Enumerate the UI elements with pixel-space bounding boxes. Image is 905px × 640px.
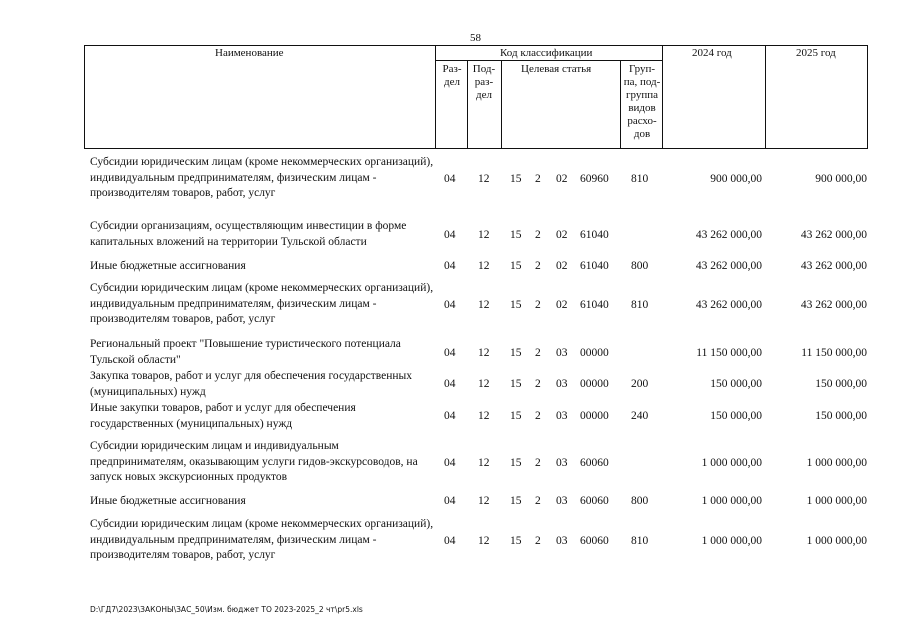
row-podrazdel: 12: [478, 457, 490, 469]
row-2025: 1 000 000,00: [806, 457, 867, 469]
row-target-3: 02: [556, 260, 568, 272]
row-target-1: 15: [510, 535, 522, 547]
row-group: 810: [631, 535, 649, 547]
row-2025: 150 000,00: [815, 410, 867, 422]
row-podrazdel: 12: [478, 299, 490, 311]
row-2025: 1 000 000,00: [806, 535, 867, 547]
header-group-line: Груп-: [628, 63, 656, 75]
row-razdel: 04: [444, 260, 456, 272]
row-target-1: 15: [510, 347, 522, 359]
row-name: Закупка товаров, работ и услуг для обеспечения государственных (муниципальных) нужд: [90, 370, 413, 398]
row-2024: 43 262 000,00: [695, 229, 762, 241]
header-group-line: па, под-: [623, 76, 661, 88]
header-razdel: [441, 63, 463, 89]
row-target-2: 2: [535, 410, 541, 422]
row-2025: 11 150 000,00: [801, 347, 867, 359]
row-2024: 150 000,00: [710, 378, 762, 390]
row-podrazdel: 12: [478, 410, 490, 422]
row-2024: 43 262 000,00: [695, 260, 762, 272]
row-target-4: 61040: [580, 260, 609, 272]
row-2024: 1 000 000,00: [701, 495, 762, 507]
header-2025: 2025 год: [796, 47, 836, 59]
row-target-2: 2: [535, 535, 541, 547]
header-group-line: видов: [628, 102, 656, 114]
row-podrazdel: 12: [478, 535, 490, 547]
row-target-1: 15: [510, 378, 522, 390]
row-target-3: 03: [556, 457, 568, 469]
header-group-line: группа: [625, 89, 659, 101]
row-2024: 1 000 000,00: [701, 457, 762, 469]
row-target-2: 2: [535, 299, 541, 311]
row-group: 800: [631, 260, 649, 272]
row-name: Иные бюджетные ассигнования: [90, 260, 246, 272]
row-name: Иные бюджетные ассигнования: [90, 495, 246, 507]
header-razdel-line: Раз-: [442, 63, 462, 75]
row-2024: 43 262 000,00: [695, 299, 762, 311]
page-number: 58: [470, 32, 481, 44]
header-2024: 2024 год: [692, 47, 732, 59]
row-target-4: 61040: [580, 299, 609, 311]
row-target-3: 02: [556, 299, 568, 311]
row-target-4: 61040: [580, 229, 609, 241]
row-razdel: 04: [444, 173, 456, 185]
row-target-3: 02: [556, 173, 568, 185]
row-target-2: 2: [535, 457, 541, 469]
header-name: Наименование: [215, 47, 284, 59]
row-podrazdel: 12: [478, 495, 490, 507]
row-target-2: 2: [535, 495, 541, 507]
row-name: Субсидии организациям, осуществляющим инвестиции в форме капитальных вложений на территории Тульской области: [90, 220, 407, 248]
row-target-4: 00000: [580, 347, 609, 359]
row-target-1: 15: [510, 260, 522, 272]
row-group: 810: [631, 299, 649, 311]
row-target-2: 2: [535, 229, 541, 241]
row-razdel: 04: [444, 347, 456, 359]
row-group: 800: [631, 495, 649, 507]
row-2025: 1 000 000,00: [806, 495, 867, 507]
row-podrazdel: 12: [478, 229, 490, 241]
row-2024: 1 000 000,00: [701, 535, 762, 547]
row-target-3: 03: [556, 410, 568, 422]
row-target-2: 2: [535, 347, 541, 359]
row-target-3: 03: [556, 347, 568, 359]
row-group: 240: [631, 410, 649, 422]
row-target-1: 15: [510, 173, 522, 185]
header-group-line: расхо-: [627, 115, 657, 127]
row-name: Субсидии юридическим лицам (кроме некоммерческих организаций), индивидуальным предпринимателям, физическим лицам - производителям товаров, работ, услуг: [90, 282, 434, 325]
row-target-3: 03: [556, 495, 568, 507]
row-2025: 43 262 000,00: [800, 299, 867, 311]
row-target-4: 60060: [580, 495, 609, 507]
row-target-4: 60060: [580, 535, 609, 547]
row-razdel: 04: [444, 535, 456, 547]
row-target-2: 2: [535, 173, 541, 185]
row-name: Субсидии юридическим лицам (кроме некоммерческих организаций), индивидуальным предпринимателям, физическим лицам - производителям товаров, работ, услуг: [90, 156, 434, 199]
header-target: Целевая статья: [521, 63, 592, 75]
row-podrazdel: 12: [478, 173, 490, 185]
row-target-1: 15: [510, 457, 522, 469]
file-path-footer: D:\ГД7\2023\ЗАКОНЫ\ЗАС_50\Изм. бюджет ТО 2023-2025_2 чт\pr5.xls: [90, 605, 363, 614]
row-name: Иные закупки товаров, работ и услуг для обеспечения государственных (муниципальных) нужд: [90, 402, 356, 430]
row-target-4: 00000: [580, 378, 609, 390]
row-target-4: 60060: [580, 457, 609, 469]
row-razdel: 04: [444, 457, 456, 469]
row-podrazdel: 12: [478, 378, 490, 390]
row-name: Субсидии юридическим лицам и индивидуальным предпринимателям, оказывающим услуги гидов-экскурсоводов, на запуск новых экскурсионных продуктов: [90, 440, 418, 483]
row-2024: 11 150 000,00: [696, 347, 762, 359]
row-target-3: 02: [556, 229, 568, 241]
row-target-1: 15: [510, 299, 522, 311]
row-razdel: 04: [444, 495, 456, 507]
row-razdel: 04: [444, 229, 456, 241]
row-target-3: 03: [556, 378, 568, 390]
row-target-4: 00000: [580, 410, 609, 422]
row-name: Региональный проект "Повышение туристического потенциала Тульской области": [90, 338, 401, 366]
header-podrazdel-line: дел: [476, 89, 492, 101]
row-target-4: 60960: [580, 173, 609, 185]
row-target-2: 2: [535, 378, 541, 390]
row-razdel: 04: [444, 378, 456, 390]
row-2025: 900 000,00: [815, 173, 867, 185]
row-razdel: 04: [444, 299, 456, 311]
row-2025: 150 000,00: [815, 378, 867, 390]
header-podrazdel: [472, 63, 496, 102]
header-podrazdel-line: раз-: [474, 76, 494, 88]
row-target-1: 15: [510, 495, 522, 507]
header-razdel-line: дел: [444, 76, 460, 88]
row-group: 810: [631, 173, 649, 185]
row-2024: 900 000,00: [710, 173, 762, 185]
row-target-2: 2: [535, 260, 541, 272]
header-group-line: дов: [633, 128, 651, 140]
row-2025: 43 262 000,00: [800, 260, 867, 272]
row-target-3: 03: [556, 535, 568, 547]
header-podrazdel-line: Под-: [472, 63, 496, 75]
row-target-1: 15: [510, 410, 522, 422]
row-podrazdel: 12: [478, 260, 490, 272]
row-2025: 43 262 000,00: [800, 229, 867, 241]
header-classification: Код классификации: [500, 47, 593, 59]
header-group: [622, 63, 662, 141]
row-target-1: 15: [510, 229, 522, 241]
row-2024: 150 000,00: [710, 410, 762, 422]
row-group: 200: [631, 378, 649, 390]
row-podrazdel: 12: [478, 347, 490, 359]
row-razdel: 04: [444, 410, 456, 422]
row-name: Субсидии юридическим лицам (кроме некоммерческих организаций), индивидуальным предпринимателям, физическим лицам - производителям товаров, работ, услуг: [90, 518, 434, 561]
